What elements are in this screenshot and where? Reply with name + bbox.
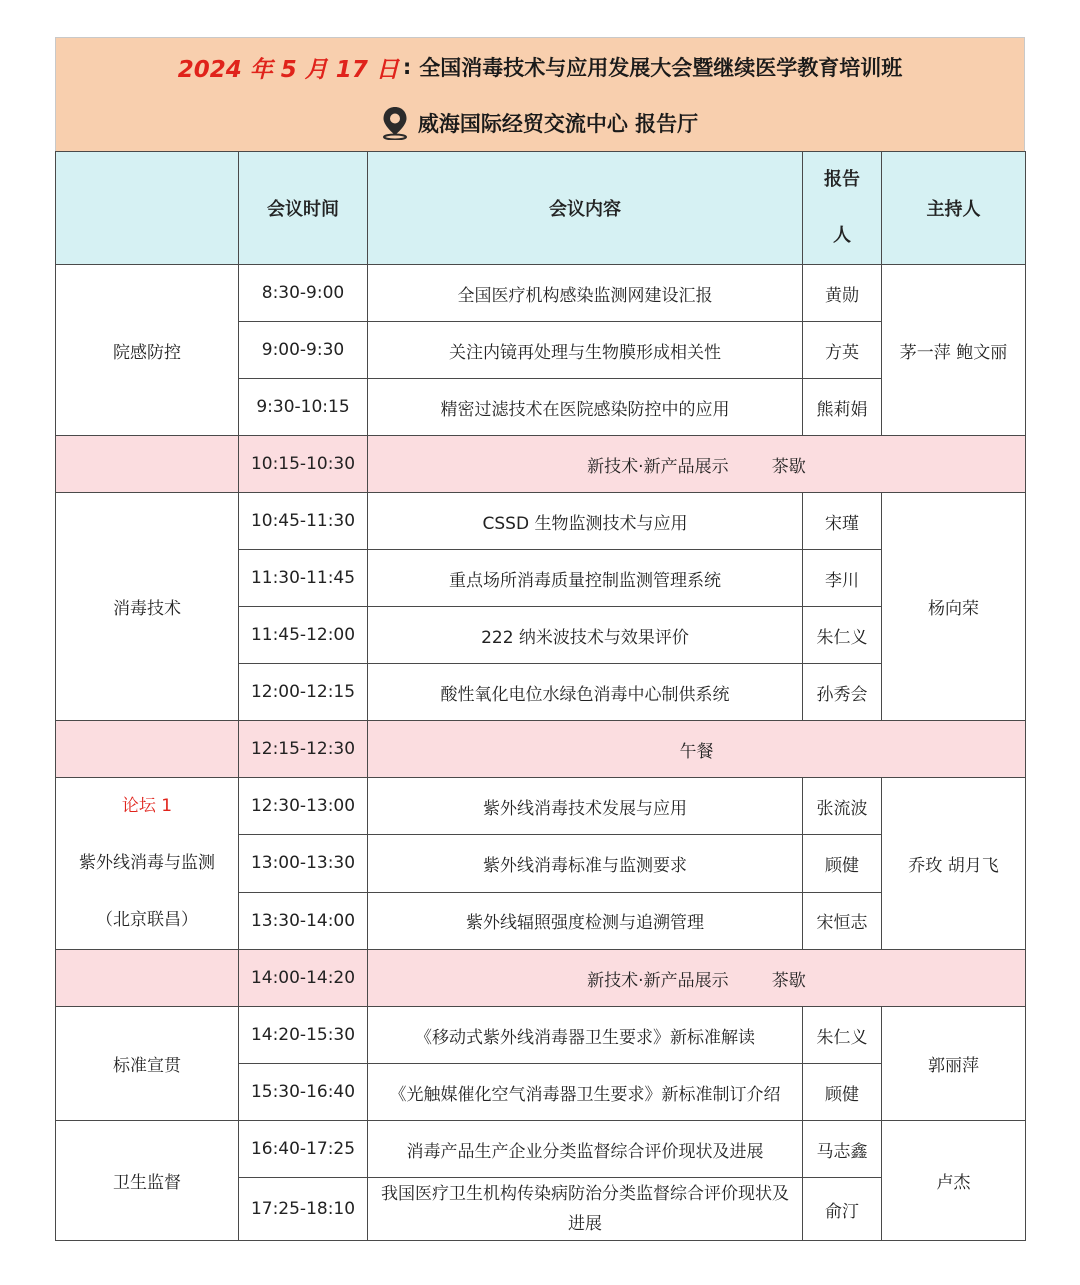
break-row: [56, 721, 1026, 778]
content-cell: 紫外线辐照强度检测与追溯管理: [368, 892, 803, 949]
date-separator: :: [402, 55, 412, 79]
host-cell: 卢杰: [882, 1121, 1026, 1241]
map-pin-icon: [382, 106, 408, 140]
venue-text: 威海国际经贸交流中心 报告厅: [417, 112, 699, 136]
table-row: [56, 778, 1026, 835]
speaker-cell: 孙秀会: [803, 664, 882, 721]
content-cell: 酸性氧化电位水绿色消毒中心制供系统: [368, 664, 803, 721]
event-title: 全国消毒技术与应用发展大会暨继续医学教育培训班: [419, 56, 903, 80]
header-speaker-line1: 报告: [824, 169, 860, 190]
table-row: [56, 1007, 1026, 1064]
time-cell: 14:00-14:20: [239, 950, 368, 1007]
content-cell: 222 纳米波技术与效果评价: [368, 607, 803, 664]
table-header-row: [56, 152, 1026, 265]
speaker-cell: 熊莉娟: [803, 379, 882, 436]
host-cell: 茅一萍 鲍文丽: [882, 265, 1026, 436]
speaker-cell: 顾健: [803, 1064, 882, 1121]
table-row: [56, 265, 1026, 322]
host-cell: 杨向荣: [882, 493, 1026, 721]
time-cell: 11:45-12:00: [239, 607, 368, 664]
time-cell: 13:30-14:00: [239, 892, 368, 949]
content-cell: 消毒产品生产企业分类监督综合评价现状及进展: [368, 1121, 803, 1178]
session-name: 标准宣贯: [56, 1007, 239, 1121]
host-cell: 郭丽萍: [882, 1007, 1026, 1121]
time-cell: 13:00-13:30: [239, 835, 368, 892]
content-cell: CSSD 生物监测技术与应用: [368, 493, 803, 550]
host-cell: 乔玫 胡月飞: [882, 778, 1026, 950]
forum-session-cell: [56, 778, 239, 950]
table-row: [56, 493, 1026, 550]
agenda-table: [55, 151, 1026, 1241]
time-cell: 9:30-10:15: [239, 379, 368, 436]
content-cell: 重点场所消毒质量控制监测管理系统: [368, 550, 803, 607]
speaker-cell: 方英: [803, 322, 882, 379]
break-blank-cell: [56, 721, 239, 778]
speaker-cell: 朱仁义: [803, 1007, 882, 1064]
speaker-cell: 马志鑫: [803, 1121, 882, 1178]
header-speaker: [803, 152, 882, 265]
content-cell: 《移动式紫外线消毒器卫生要求》新标准解读: [368, 1007, 803, 1064]
break-blank-cell: [56, 436, 239, 493]
time-cell: 14:20-15:30: [239, 1007, 368, 1064]
break-content-cell: 新技术·新产品展示 茶歇: [368, 950, 1026, 1007]
time-cell: 12:00-12:15: [239, 664, 368, 721]
break-blank-cell: [56, 950, 239, 1007]
header-host: 主持人: [882, 152, 1026, 265]
content-cell: 《光触媒催化空气消毒器卫生要求》新标准制订介绍: [368, 1064, 803, 1121]
session-name: 紫外线消毒与监测: [79, 853, 215, 873]
break-row: [56, 950, 1026, 1007]
banner-title-line: [56, 38, 1024, 96]
session-name: 院感防控: [56, 265, 239, 436]
session-name: 卫生监督: [56, 1121, 239, 1241]
content-cell: 紫外线消毒技术发展与应用: [368, 778, 803, 835]
header-time: 会议时间: [239, 152, 368, 265]
speaker-cell: 张流波: [803, 778, 882, 835]
header-speaker-line2: 人: [833, 225, 851, 246]
break-row: [56, 436, 1026, 493]
time-cell: 11:30-11:45: [239, 550, 368, 607]
session-name: 消毒技术: [56, 493, 239, 721]
time-cell: 17:25-18:10: [239, 1178, 368, 1241]
time-cell: 10:15-10:30: [239, 436, 368, 493]
agenda-sheet: [55, 37, 1025, 1241]
content-cell: 紫外线消毒标准与监测要求: [368, 835, 803, 892]
content-cell: 全国医疗机构感染监测网建设汇报: [368, 265, 803, 322]
forum-label: 论坛 1: [121, 796, 173, 816]
header-content: 会议内容: [368, 152, 803, 265]
content-cell: 关注内镜再处理与生物膜形成相关性: [368, 322, 803, 379]
speaker-cell: 顾健: [803, 835, 882, 892]
content-cell: 我国医疗卫生机构传染病防治分类监督综合评价现状及进展: [368, 1178, 803, 1241]
speaker-cell: 黄勋: [803, 265, 882, 322]
header-session: [56, 152, 239, 265]
speaker-cell: 宋瑾: [803, 493, 882, 550]
time-cell: 10:45-11:30: [239, 493, 368, 550]
title-banner: [55, 37, 1025, 151]
break-content-cell: 新技术·新产品展示 茶歇: [368, 436, 1026, 493]
break-content-cell: 午餐: [368, 721, 1026, 778]
time-cell: 9:00-9:30: [239, 322, 368, 379]
speaker-cell: 李川: [803, 550, 882, 607]
event-date: 2024 年 5 月 17 日: [177, 56, 399, 83]
content-cell: 精密过滤技术在医院感染防控中的应用: [368, 379, 803, 436]
table-row: [56, 1121, 1026, 1178]
time-cell: 16:40-17:25: [239, 1121, 368, 1178]
banner-venue-line: [56, 96, 1024, 150]
time-cell: 8:30-9:00: [239, 265, 368, 322]
speaker-cell: 宋恒志: [803, 892, 882, 949]
forum-sponsor: （北京联昌）: [96, 910, 198, 930]
time-cell: 15:30-16:40: [239, 1064, 368, 1121]
time-cell: 12:15-12:30: [239, 721, 368, 778]
speaker-cell: 朱仁义: [803, 607, 882, 664]
speaker-cell: 俞汀: [803, 1178, 882, 1241]
time-cell: 12:30-13:00: [239, 778, 368, 835]
